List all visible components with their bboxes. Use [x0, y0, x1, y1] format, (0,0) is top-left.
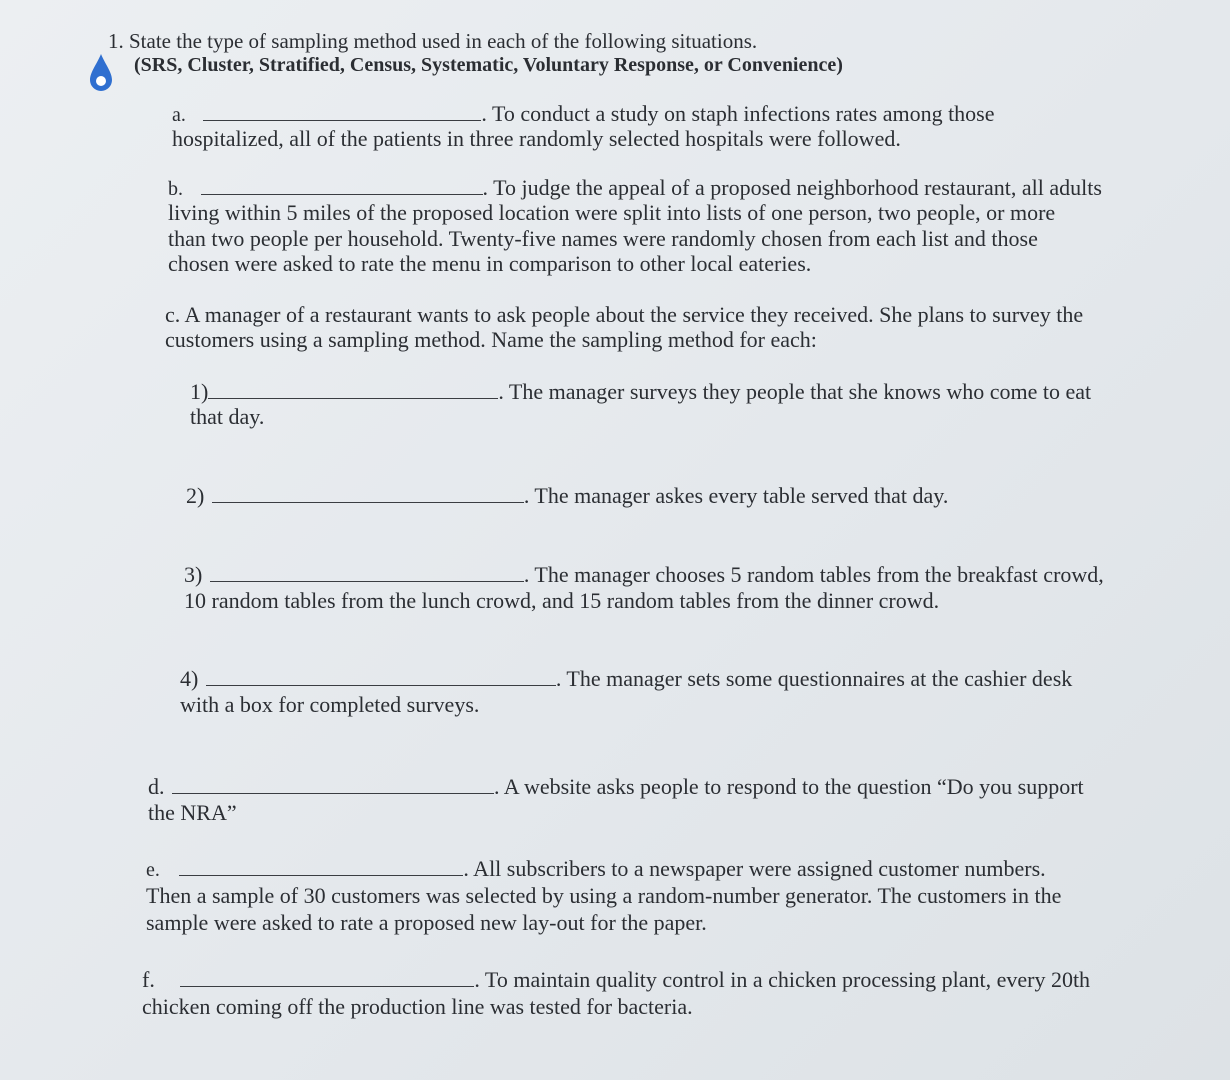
item-c1-row	[190, 379, 1091, 405]
item-e-answer-blank[interactable]	[179, 857, 463, 876]
item-b-text-3: than two people per household. Twenty-five names were randomly chosen from each list and those	[168, 226, 1038, 251]
item-b-label: b.	[168, 178, 183, 200]
item-c4-row	[180, 666, 1072, 692]
item-d-row	[148, 774, 1084, 800]
method-options: (SRS, Cluster, Stratified, Census, Systematic, Voluntary Response, or Convenience)	[134, 54, 843, 76]
item-c-text-1: c. A manager of a restaurant wants to ask people about the service they received. She plans to survey the	[165, 302, 1084, 327]
item-d-answer-blank[interactable]	[172, 775, 494, 794]
item-c3-label: 3)	[184, 562, 203, 587]
item-a-text-2: hospitalized, all of the patients in three randomly selected hospitals were followed.	[172, 126, 901, 151]
item-c4-label: 4)	[180, 666, 199, 691]
item-e-text-3: sample were asked to rate a proposed new lay-out for the paper.	[146, 910, 707, 935]
item-a-answer-blank[interactable]	[203, 102, 481, 121]
item-c1-text-1: . The manager surveys they people that she knows who come to eat	[498, 379, 1092, 404]
item-d-label: d.	[148, 774, 165, 799]
item-a-row	[172, 101, 995, 128]
item-e-text-2: Then a sample of 30 customers was selected by using a random-number generator. The customers in the	[146, 883, 1062, 908]
item-a-label: a.	[172, 104, 186, 126]
item-e-row	[146, 856, 1046, 883]
item-c2-row	[186, 483, 948, 509]
item-c1-label: 1)	[190, 379, 209, 404]
item-c4-text-1: . The manager sets some questionnaires at the cashier desk	[555, 666, 1073, 691]
question-title: 1. State the type of sampling method used in each of the following situations.	[108, 29, 758, 53]
item-f-row	[142, 967, 1090, 993]
item-e-text-1: . All subscribers to a newspaper were assigned customer numbers.	[463, 856, 1046, 881]
item-a-text-1: . To conduct a study on staph infections rates among those	[481, 101, 995, 126]
item-b-text-1: . To judge the appeal of a proposed neighborhood restaurant, all adults	[482, 175, 1102, 200]
item-c3-row	[184, 562, 1104, 588]
item-c4-answer-blank[interactable]	[206, 667, 556, 686]
item-b-text-2: living within 5 miles of the proposed location were split into lists of one person, two people, or more	[168, 200, 1056, 225]
item-c2-answer-blank[interactable]	[212, 484, 524, 503]
item-c4-text-2: with a box for completed surveys.	[180, 692, 480, 717]
item-f-text-2: chicken coming off the production line was tested for bacteria.	[142, 994, 693, 1019]
item-c3-text-1: . The manager chooses 5 random tables from the breakfast crowd,	[523, 562, 1104, 587]
drop-icon	[88, 52, 114, 92]
item-c1-text-2: that day.	[190, 404, 265, 429]
item-c3-answer-blank[interactable]	[210, 563, 524, 582]
item-c-text-2: customers using a sampling method. Name the sampling method for each:	[165, 327, 817, 352]
item-c2-label: 2)	[186, 483, 205, 508]
item-b-row	[168, 175, 1102, 202]
item-b-answer-blank[interactable]	[201, 176, 483, 195]
item-d-text-2: the NRA”	[148, 800, 237, 825]
item-f-text-1: . To maintain quality control in a chicken processing plant, every 20th	[474, 967, 1091, 992]
item-d-text-1: . A website asks people to respond to the question “Do you support	[494, 774, 1084, 799]
item-e-label: e.	[146, 859, 160, 881]
item-f-label: f.	[142, 967, 155, 992]
item-c3-text-2: 10 random tables from the lunch crowd, and 15 random tables from the dinner crowd.	[184, 588, 940, 613]
item-f-answer-blank[interactable]	[180, 968, 474, 987]
item-c2-text-1: . The manager askes every table served that day.	[523, 483, 949, 508]
item-b-text-4: chosen were asked to rate the menu in comparison to other local eateries.	[168, 251, 812, 276]
item-c1-answer-blank[interactable]	[208, 380, 498, 399]
